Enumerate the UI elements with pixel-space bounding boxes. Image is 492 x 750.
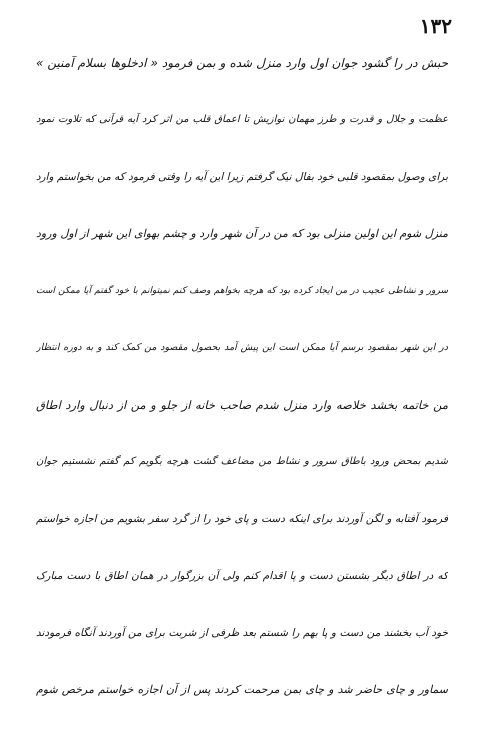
text-line-6: در این شهر بمقصود برسم آیا ممکن است این پیش آمد بحصول مقصود من کمک کند و به دوره انتظار	[36, 342, 448, 353]
text-line-7: من خاتمه بخشد خلاصه وارد منزل شدم صاحب خانه از جلو و من از دنبال وارد اطاق	[36, 398, 448, 412]
text-line-5: سرور و نشاطی عجیب در من ایجاد کرده بود که هرچه بخواهم وصف کنم نمیتوانم با خود گفتم آیا ممکن است	[36, 286, 448, 296]
body-text	[36, 52, 448, 701]
text-line-10: که در اطاق دیگر بشستن دست و پا اقدام کنم ولی آن بزرگوار در همان اطاق با دست مبارک	[36, 570, 448, 582]
text-line-8: شدیم بمحض ورود باطاق سرور و نشاط من مضاعف گشت هرچه بگویم کم گفتم نشستیم جوان	[36, 456, 448, 467]
page-number: ۱۳۲	[419, 14, 452, 38]
text-line-11: خود آب بخشند من دست و پا بهم را شستم بعد ظرفی از شربت برای من آوردند آنگاه فرمودند	[36, 627, 448, 639]
text-line-3: برای وصول بمقصود قلبی خود بفال نیک گرفتم زیرا این آیه را وقتی فرمود که من بخواستم وارد	[36, 171, 448, 183]
text-line-2: عظمت و جلال و قدرت و طرز مهمان نوازیش تا اعماق قلب من اثر کرد آیه قرآنی که تلاوت نمود	[36, 114, 448, 125]
text-line-12: سماور و چای حاضر شد و چای بمن مرحمت کردند پس از آن اجازه خواستم مرخص شوم	[36, 683, 448, 696]
text-line-9: فرمود آفتابه و لگن آوردند برای اینکه دست و پای خود را از گرد سفر بشویم من اجازه خواستم	[36, 513, 448, 525]
text-line-4: منزل شوم این اولین منزلی بود که من در آن شهر وارد و چشم بهوای این شهر از اول ورود	[36, 227, 448, 240]
text-line-1: حبش در را گشود جوان اول وارد منزل شده و بمن فرمود « ادخلوها بسلام آمنین »	[36, 56, 448, 70]
